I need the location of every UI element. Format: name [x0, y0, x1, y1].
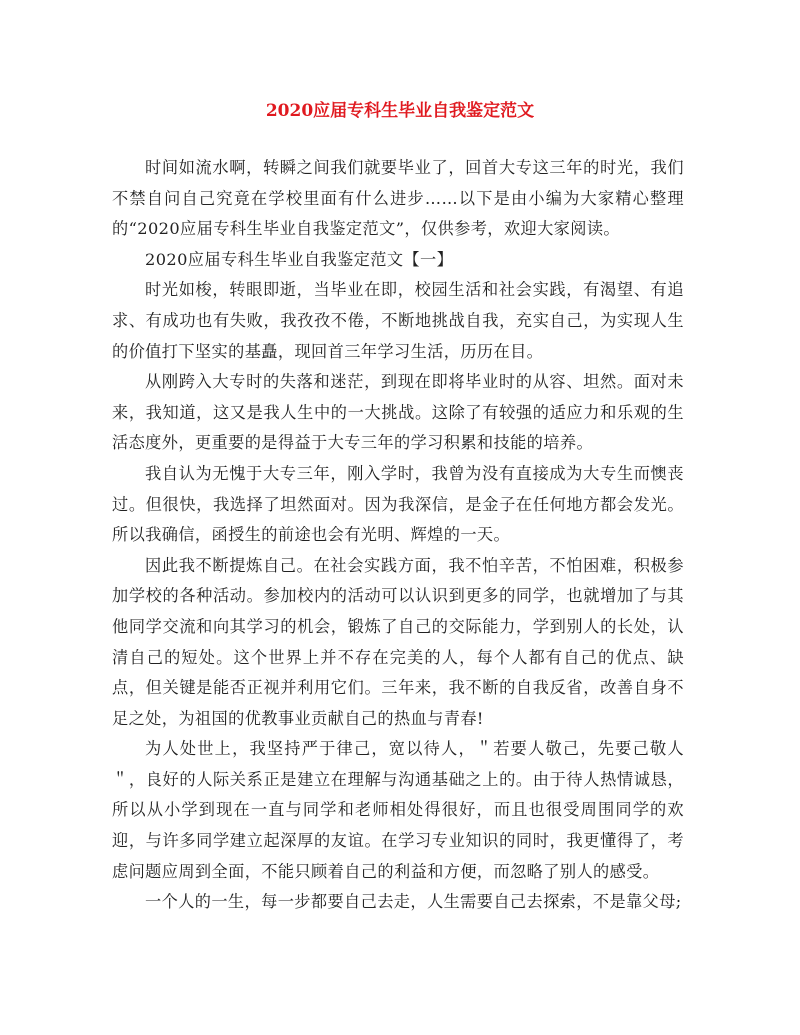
paragraph: 我自认为无愧于大专三年，刚入学时，我曾为没有直接成为大专生而懊丧过。但很快，我选择了坦然面对。因为我深信，是金子在任何地方都会发光。所以我确信，函授生的前途也会有光明、辉煌的一天。	[112, 463, 684, 545]
paragraph-intro: 时间如流水啊，转瞬之间我们就要毕业了，回首大专这三年的时光，我们不禁自问自己究竟在学校里面有什么进步……以下是由小编为大家精心整理的“2020应届专科生毕业自我鉴定范文”，仅供参考，欢迎大家阅读。	[112, 158, 684, 239]
paragraph: 时光如梭，转眼即逝，当毕业在即，校园生活和社会实践，有渴望、有追求、有成功也有失败，我孜孜不倦，不断地挑战自我，充实自己，为实现人生的价值打下坚实的基矗，现回首三年学习生活，历历在目。	[112, 280, 684, 361]
section-heading: 2020应届专科生毕业自我鉴定范文【一】	[145, 249, 454, 269]
paragraph: 因此我不断提炼自己。在社会实践方面，我不怕辛苦，不怕困难，积极参加学校的各种活动。参加校内的活动可以认识到更多的同学，也就增加了与其他同学交流和向其学习的机会，锻炼了自己的交际能力，学到别人的长处，认清自己的短处。这个世界上并不存在完美的人，每个人都有自己的优点、缺点，但关键是能否正视并利用它们。三年来，我不断的自我反省，改善自身不足之处，为祖国的优教事业贡献自己的热血与青春!	[112, 555, 684, 728]
paragraph: 一个人的一生，每一步都要自己去走，人生需要自己去探索，不是靠父母;	[145, 892, 682, 912]
paragraph: 为人处世上，我坚持严于律己，宽以待人，＂若要人敬己，先要己敬人＂，良好的人际关系正是建立在理解与沟通基础之上的。由于待人热情诚恳，所以从小学到现在一直与同学和老师相处得很好，而且也很受周围同学的欢迎，与许多同学建立起深厚的友谊。在学习专业知识的同时，我更懂得了，考虑问题应周到全面，不能只顾着自己的利益和方便，而忽略了别人的感受。	[112, 739, 684, 881]
document-title: 2020应届专科生毕业自我鉴定范文	[265, 101, 535, 121]
paragraph: 从刚跨入大专时的失落和迷茫，到现在即将毕业时的从容、坦然。面对未来，我知道，这又是我人生中的一大挑战。这除了有较强的适应力和乐观的生活态度外，更重要的是得益于大专三年的学习积累和技能的培养。	[112, 372, 684, 453]
document-body	[112, 153, 684, 918]
